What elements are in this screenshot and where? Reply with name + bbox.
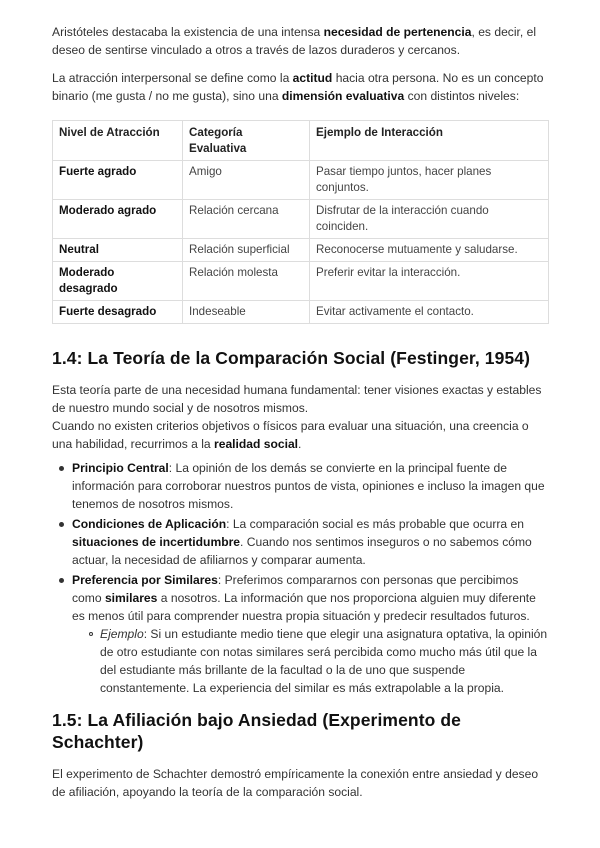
attraction-levels-table bbox=[52, 120, 549, 324]
section-heading-1-4: 1.4: La Teoría de la Comparación Social (Festinger, 1954) bbox=[52, 348, 531, 368]
table-cell: Moderado desagrado bbox=[53, 262, 183, 301]
table-cell: Moderado agrado bbox=[53, 200, 183, 239]
list-item-label: Preferencia por Similares bbox=[72, 573, 218, 587]
table-row bbox=[53, 301, 549, 324]
column-header: Categoría Evaluativa bbox=[183, 121, 310, 161]
table-cell: Evitar activamente el contacto. bbox=[310, 301, 549, 324]
table-cell: Fuerte agrado bbox=[53, 161, 183, 200]
table-cell: Disfrutar de la interacción cuando coinciden. bbox=[310, 200, 549, 239]
section-1-4-paragraph-1: Esta teoría parte de una necesidad humana fundamental: tener visiones exactas y estables de nuestro mundo social y de nosotros mismos. bbox=[52, 383, 542, 415]
emphasis: necesidad de pertenencia bbox=[323, 25, 472, 39]
intro-paragraph-2: La atracción interpersonal se define como la actitud hacia otra persona. No es un concepto binario (me gusta / no me gusta), sino una dimensión evaluativa con distintos niveles: bbox=[52, 71, 544, 103]
table-cell: Neutral bbox=[53, 239, 183, 262]
table-cell: Fuerte desagrado bbox=[53, 301, 183, 324]
table-header-row bbox=[53, 121, 549, 161]
list-item-ejemplo: Ejemplo: Si un estudiante medio tiene que elegir una asignatura optativa, la opinión de otro estudiante con notas similares será percibida como mucho más útil que la del estudiante más brillante de la facultad o la de uno que suspende constantemente. La experiencia del similar es más extrapolable a la propia. bbox=[100, 627, 548, 695]
column-header: Ejemplo de Interacción bbox=[310, 121, 549, 161]
section-1-4-paragraph-2: Cuando no existen criterios objetivos o físicos para evaluar una situación, una creencia o una habilidad, recurrimos a la realidad social. bbox=[52, 419, 529, 451]
table-row bbox=[53, 161, 549, 200]
table-row bbox=[53, 262, 549, 301]
section-heading-1-5: 1.5: La Afiliación bajo Ansiedad (Experimento de Schachter) bbox=[52, 710, 461, 752]
example-label: Ejemplo bbox=[100, 627, 144, 641]
table-cell: Relación superficial bbox=[183, 239, 310, 262]
table-row bbox=[53, 239, 549, 262]
concept-list bbox=[52, 459, 548, 697]
table-cell: Relación molesta bbox=[183, 262, 310, 301]
sub-list bbox=[72, 625, 548, 697]
emphasis: similares bbox=[104, 591, 158, 605]
table-row bbox=[53, 200, 549, 239]
intro-paragraph-1: Aristóteles destacaba la existencia de una intensa necesidad de pertenencia, es decir, el deseo de sentirse vinculado a otros a través de lazos duraderos y cercanos. bbox=[52, 25, 537, 57]
list-item-condiciones: Condiciones de Aplicación: La comparación social es más probable que ocurra en situaciones de incertidumbre. Cuando nos sentimos inseguros o no sabemos cómo actuar, la necesidad de afiliarnos y comparar aumenta. bbox=[72, 515, 548, 569]
table-cell: Amigo bbox=[183, 161, 310, 200]
section-1-5-paragraph-1: El experimento de Schachter demostró empíricamente la conexión entre ansiedad y deseo de afiliación, apoyando la teoría de la comparación social. bbox=[52, 767, 539, 799]
table-cell: Preferir evitar la interacción. bbox=[310, 262, 549, 301]
emphasis: realidad social bbox=[214, 437, 299, 451]
table-cell: Relación cercana bbox=[183, 200, 310, 239]
table-cell: Pasar tiempo juntos, hacer planes conjuntos. bbox=[310, 161, 549, 200]
emphasis: situaciones de incertidumbre bbox=[72, 535, 241, 549]
list-item-label: Principio Central bbox=[72, 461, 169, 475]
list-item-label: Condiciones de Aplicación bbox=[72, 517, 227, 531]
list-item-preferencia: Preferencia por Similares: Preferimos compararnos con personas que percibimos como similares a nosotros. La información que nos proporciona alguien muy diferente es menos útil para comprender nuestra propia situación y predecir resultados futuros. Ejemplo: Si un estudiante medio tiene que elegir una asignatura optativa, la opinión de otro estudiante con notas similares será percibida como mucho más útil que la del estudiante más brillante de la facultad o la de uno que suspende constantemente. La experiencia del similar es más extrapolable a la propia. bbox=[72, 573, 548, 695]
column-header: Nivel de Atracción bbox=[53, 121, 183, 161]
table-cell: Indeseable bbox=[183, 301, 310, 324]
emphasis: actitud bbox=[292, 71, 333, 85]
list-item-principio-central: Principio Central: La opinión de los demás se convierte en la principal fuente de información para corroborar nuestros puntos de vista, opiniones e incluso la imagen que tenemos de nosotros mismos. bbox=[72, 459, 548, 513]
table-cell: Reconocerse mutuamente y saludarse. bbox=[310, 239, 549, 262]
emphasis: dimensión evaluativa bbox=[281, 89, 405, 103]
